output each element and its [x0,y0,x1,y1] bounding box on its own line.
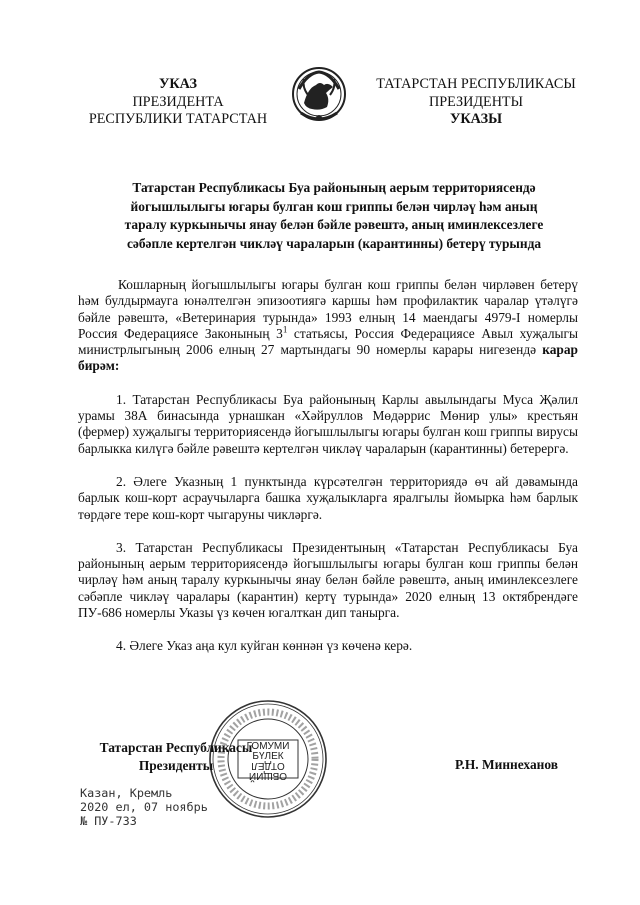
header-left-line3: РЕСПУБЛИКИ ТАТАРСТАН [88,111,268,127]
place-line2: 2020 ел, 07 ноябрь [80,800,208,815]
title-line2: йогышлылыгы югары булган кош гриппы белән чирләү һәм аның [130,198,538,214]
header-right-line2: ПРЕЗИДЕНТЫ [429,93,523,110]
place-date-number [80,786,208,829]
stamp-line3: ОТДЕЛ [251,760,285,771]
stamp-line1: ГОМУМИ [246,741,290,752]
title-line3: таралу куркынычы янау белән бәйле рәвештә, аның иминлексезлеге [124,217,544,232]
header-right [362,76,590,129]
signature-line2: Президенты [138,757,214,773]
header-left-line2: ПРЕЗИДЕНТА [132,93,224,110]
signature-line1: Татарстан Республикасы [99,740,253,755]
stamp-line2: БҮЛЕК [252,751,284,762]
stamp-line4: ОБЩИЙ [248,770,288,781]
decree-word: карар бирәм: [78,342,578,374]
signatory-name: Р.Н. Миннеханов [455,757,558,772]
item-1-paragraph: 1. Татарстан Республикасы Буа районының Карлы авылындагы Муса Җәлил урамы 38А бинасында урнашкан «Хәйруллов Мөдәррис Мөнир улы» крестьян (фермер) хуҗалыгы территориясендә йогышлылыгы югары булган кош гриппы вирусы барлыкка килүгә бәйле рәвештә кертелгән чикләү чараларын (карантинны) бетерергә. [78,391,578,456]
title-line1: Татарстан Республикасы Буа районының аерым территориясендә [132,180,536,195]
header-right-line1: ТАТАРСТАН РЕСПУБЛИКАСЫ [376,76,576,92]
preamble-end-text: статьясы, Россия Федерациясе Авыл хуҗалыгы министрлыгының 2006 елның 27 мартындагы 90 номерлы карары нигезендә [78,325,578,358]
item-2-paragraph: 2. Әлеге Указның 1 пунктында күрсәтелгән территориядә өч ай дәвамында барлык кош-корт асраучыларга башка хуҗалыкларга яралгылы йомырка һәм барлык төрдәге тере кош-корт чыгаруны чикләргә. [78,473,578,522]
signature-title [76,739,276,774]
preamble-text: Кошларның йогышлылыгы югары булган кош гриппы белән чирләвен бетерү һәм булдырмауга юнәлтелгән эпизоотиягә каршы һәм профилактик чаралар үтәлүгә бәйле рәвештә, «Ветеринария турында» 1993 елның 14 маендагы 4979-I номерлы Россия Федерациясе Законының 3 [78,277,578,341]
item-4-paragraph: 4. Әлеге Указ аңа кул куйган көннән үз көченә керә. [116,638,413,654]
decree-body [78,277,578,672]
coat-of-arms-icon [290,63,348,128]
place-line3: № ПУ-733 [80,814,137,829]
header-right-line3: УКАЗЫ [449,111,502,127]
decree-title [76,179,592,253]
item-3-paragraph: 3. Татарстан Республикасы Президентының «Татарстан Республикасы Буа районының аерым территориясендә йогышлылыгы югары булган кош гриппы белән чирләү һәм аның таралу куркынычы янау белән бәйле рәвештә, аның иминлексезлеге сәбәпле чикләү чаралары (карантин) кертү турында» 2020 елның 13 октябрендәге ПУ-686 номерлы Указы үз көчен югалткан дип танырга. [78,539,578,621]
preamble-paragraph [78,277,578,375]
header-left [72,76,284,129]
header-left-line1: УКАЗ [158,76,198,92]
preamble-superscript: 1 [282,324,288,335]
title-line4: сәбәпле кертелгән чикләү чараларын (карантинны) бетерү турында [126,235,542,251]
place-line1: Казан, Кремль [80,786,173,800]
